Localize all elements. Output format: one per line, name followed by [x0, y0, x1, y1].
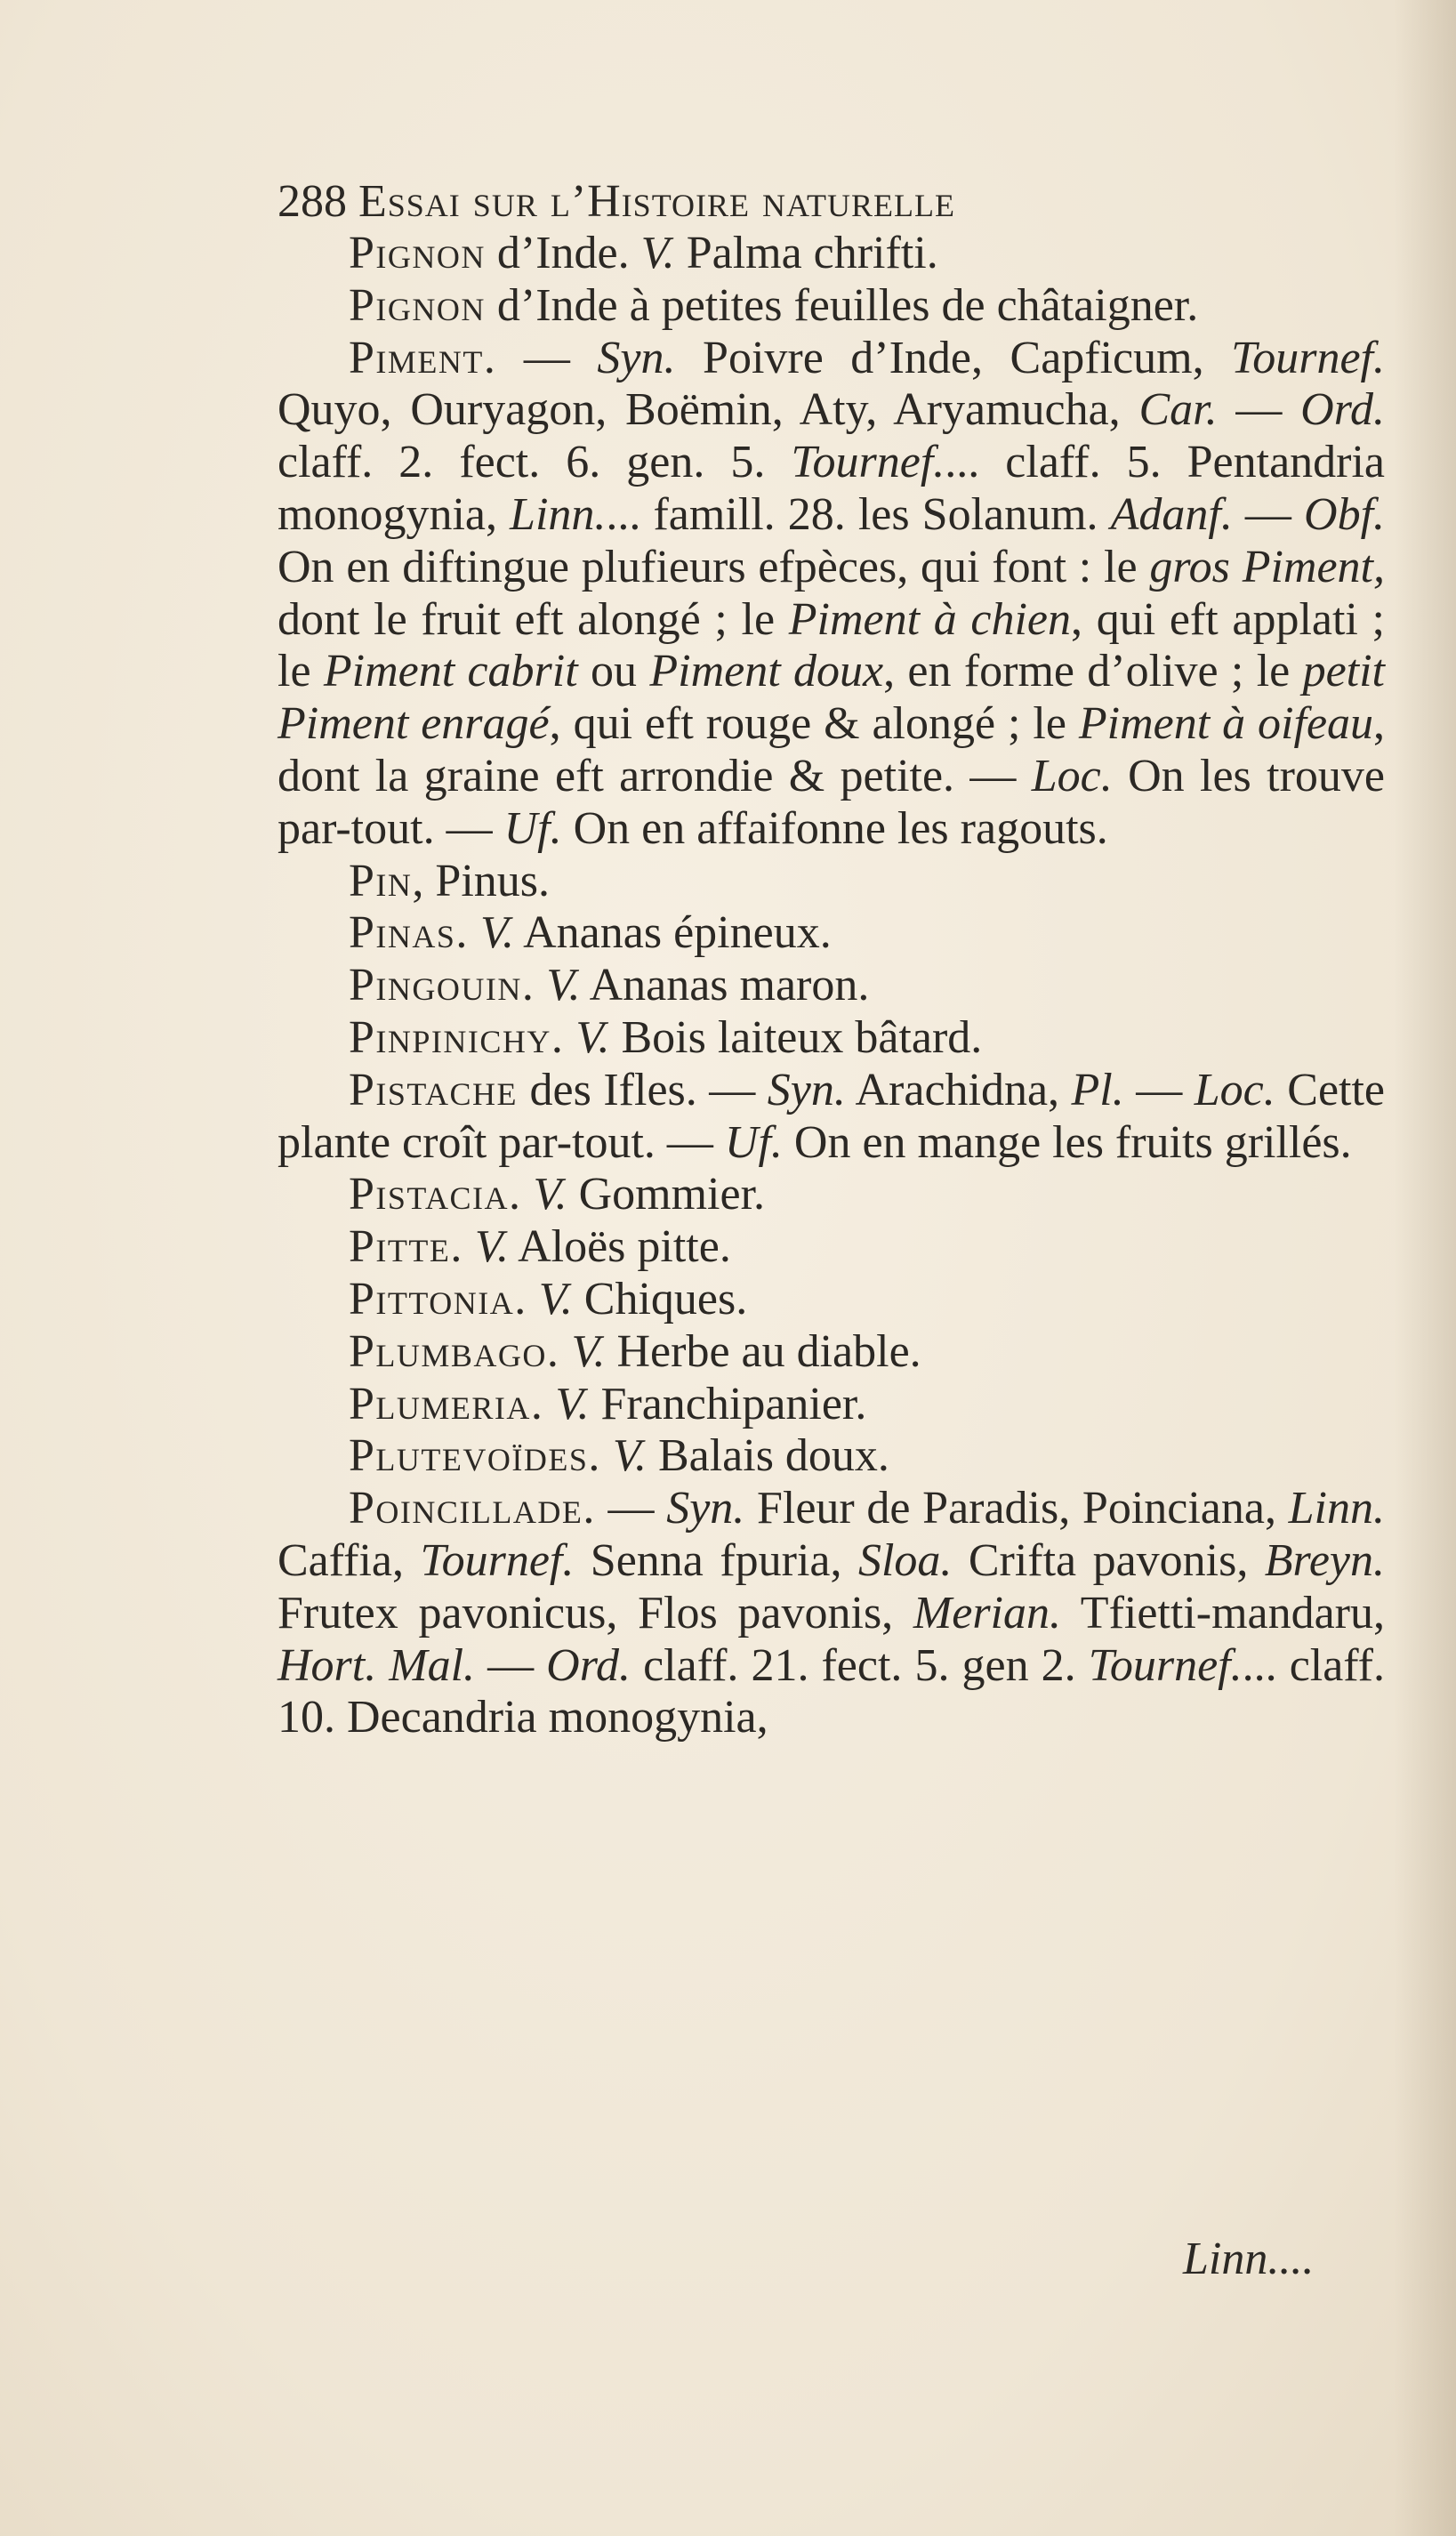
entry-text — [469, 907, 480, 958]
entry-text: ... famill. 28. les Solanum. — [606, 488, 1111, 540]
entry — [278, 1430, 1385, 1483]
italic-text: Ord. — [1300, 384, 1386, 436]
entry-text: Caffia, — [278, 1534, 421, 1586]
entry-headword: Piment. — [349, 332, 497, 383]
entry-text: , Pinus. — [412, 855, 551, 906]
entry-text: , dont la graine eft arrondie & petite. — — [278, 698, 1386, 801]
italic-text: Sloa. — [857, 1534, 953, 1586]
italic-text: Adanf. — [1110, 488, 1233, 540]
entry-headword: Poincillade. — [349, 1483, 596, 1534]
entry-text: Gommier. — [567, 1169, 766, 1220]
entry-text: ... claff. 10. Decandria monogynia, — [278, 1639, 1385, 1743]
entry-text: Crifta pavonis, — [952, 1534, 1265, 1586]
entry — [278, 1012, 1385, 1065]
entry-headword: Pittonia. — [349, 1273, 527, 1324]
entry-text: , qui eft rouge & alongé ; le — [549, 698, 1079, 750]
italic-text: Syn. — [597, 332, 676, 383]
dictionary-entries — [278, 228, 1385, 1744]
entry-text: Poivre d’Inde, Capficum, — [675, 332, 1232, 383]
italic-text: Syn. — [666, 1483, 745, 1534]
entry-text: Herbe au diable. — [605, 1325, 921, 1377]
binding-shadow — [1394, 0, 1456, 2536]
entry-text: Franchipanier. — [589, 1378, 867, 1429]
entry — [278, 1326, 1385, 1379]
entry-text: Tfietti-mandaru, — [1061, 1587, 1385, 1638]
entry-headword: Plumeria. — [349, 1378, 544, 1429]
entry-text: claff. 21. fect. 5. gen 2. — [631, 1639, 1089, 1691]
entry-text — [535, 960, 546, 1010]
italic-text: V. — [474, 1221, 509, 1273]
entry-text: — — [1232, 488, 1305, 540]
italic-text: Piment cabrit — [323, 646, 578, 697]
italic-text: Merian. — [913, 1587, 1062, 1638]
entry-text: — — [1217, 384, 1301, 436]
entry-text: , en forme d’olive ; le — [883, 646, 1303, 697]
italic-text: V. — [555, 1378, 590, 1429]
entry-text — [564, 1012, 575, 1063]
italic-text: Tournef. — [420, 1534, 575, 1586]
entry-text: Arachidna, — [845, 1064, 1072, 1115]
entry-headword: Plumbago. — [349, 1325, 560, 1377]
page-number: 288 — [278, 176, 347, 227]
italic-text: Piment à chien — [788, 593, 1072, 645]
entry-text: ou — [577, 646, 650, 697]
entry-text: Ananas maron. — [580, 960, 870, 1011]
entry-headword: Pistacia. — [349, 1169, 522, 1220]
entry-text: — — [496, 332, 598, 383]
italic-text: Loc. — [1194, 1064, 1275, 1115]
entry — [278, 907, 1385, 960]
entry — [278, 1483, 1385, 1744]
italic-text: Hort. Mal. — [278, 1639, 476, 1691]
italic-text: Piment doux — [649, 646, 884, 697]
running-title: Essai sur l’Histoire naturelle — [358, 176, 955, 227]
italic-text: Tournef. — [1231, 332, 1385, 383]
italic-text: V. — [546, 960, 581, 1011]
entry-text: Bois laiteux bâtard. — [609, 1011, 983, 1063]
entry-text: — — [475, 1639, 547, 1691]
entry — [278, 1274, 1385, 1326]
italic-text: Pl. — [1071, 1064, 1124, 1115]
entry — [278, 1169, 1385, 1221]
entry — [278, 1065, 1385, 1170]
entry-text — [463, 1221, 475, 1272]
entry-headword: Pitte. — [349, 1221, 463, 1273]
italic-text: Ord. — [546, 1639, 631, 1691]
entry-headword: Pinpinichy. — [349, 1011, 565, 1063]
italic-text: Uf. — [503, 802, 562, 854]
italic-text: V. — [533, 1169, 567, 1220]
italic-text: V. — [479, 907, 514, 959]
entry-text: des Ifles. — — [518, 1064, 768, 1115]
entry-text — [543, 1379, 555, 1429]
entry-text: ... claff. 5. Pentandria monogynia, — [278, 437, 1386, 540]
entry-text: d’Inde à petites feuilles de châtaigner. — [485, 279, 1199, 331]
entry-text: On en affaifonne les ragouts. — [561, 802, 1108, 854]
italic-text: petit Piment enragé — [278, 646, 1385, 750]
entry — [278, 280, 1385, 333]
entry — [278, 228, 1385, 280]
entry-text: — — [1123, 1064, 1195, 1115]
italic-text: V. — [640, 228, 675, 278]
entry-headword: Pistache — [349, 1064, 519, 1115]
italic-text: Breyn. — [1264, 1534, 1386, 1586]
italic-text: Uf. — [724, 1116, 783, 1168]
entry-text: Fleur de Paradis, Poinciana, — [744, 1483, 1289, 1534]
entry — [278, 1379, 1385, 1431]
entry-headword: Plutevoïdes. — [349, 1430, 601, 1482]
entry-headword: Pinas. — [349, 907, 469, 959]
entry-text: d’Inde. — [485, 228, 641, 278]
entry-text: Cette plante croît par-tout. — — [278, 1064, 1386, 1168]
entry-text: Aloës pitte. — [508, 1221, 731, 1273]
italic-text: Linn. — [1288, 1483, 1386, 1534]
italic-text: gros Piment, — [1149, 541, 1385, 592]
entry-text: Frutex pavonicus, Flos pavonis, — [278, 1587, 913, 1638]
italic-text: Loc. — [1031, 750, 1113, 801]
italic-text: V. — [612, 1430, 647, 1482]
entry — [278, 960, 1385, 1012]
entry-text: Ananas épineux. — [514, 907, 832, 959]
italic-text: V. — [538, 1273, 573, 1324]
entry — [278, 1221, 1385, 1274]
entry-text: claff. 2. fect. 6. gen. 5. — [278, 437, 792, 488]
entry-text — [522, 1169, 534, 1220]
entry-text: On en diftingue plufieurs efpèces, qui font : le — [278, 541, 1150, 592]
catchword: Linn.... — [1183, 2234, 1315, 2284]
italic-text: Piment à oifeau — [1078, 698, 1374, 750]
entry — [278, 856, 1385, 908]
running-head — [278, 176, 1385, 228]
entry-text: On les trouve par-tout. — — [278, 750, 1385, 854]
italic-text: Car. — [1138, 384, 1218, 436]
entry-headword: Pignon — [349, 279, 486, 331]
entry-text: , qui eft applati ; le — [278, 593, 1385, 697]
entry-text: On en mange les fruits grillés. — [782, 1116, 1352, 1168]
entry-headword: Pin — [349, 855, 413, 906]
entry-headword: Pignon — [349, 228, 486, 278]
entry-text — [559, 1326, 571, 1377]
entry-text: dont le fruit eft alongé ; le — [278, 593, 789, 645]
italic-text: Linn. — [510, 488, 607, 540]
entry-headword: Pingouin. — [349, 960, 535, 1011]
italic-text: Tournef. — [1088, 1639, 1243, 1691]
italic-text: V. — [571, 1325, 606, 1377]
italic-text: V. — [575, 1011, 610, 1063]
entry-text: Quyo, Ouryagon, Boëmin, Aty, Aryamucha, — [278, 384, 1139, 436]
entry-text: Balais doux. — [646, 1430, 889, 1482]
entry — [278, 333, 1385, 856]
entry-text — [527, 1274, 539, 1324]
entry-text: Senna fpuria, — [574, 1534, 858, 1586]
italic-text: Syn. — [767, 1064, 846, 1115]
entry-text: Chiques. — [572, 1273, 748, 1324]
italic-text: Obf. — [1304, 488, 1386, 540]
entry-text: — — [595, 1483, 667, 1534]
entry-text — [601, 1430, 613, 1481]
italic-text: Tournef. — [791, 437, 945, 488]
entry-text: Palma chrifti. — [674, 228, 938, 278]
